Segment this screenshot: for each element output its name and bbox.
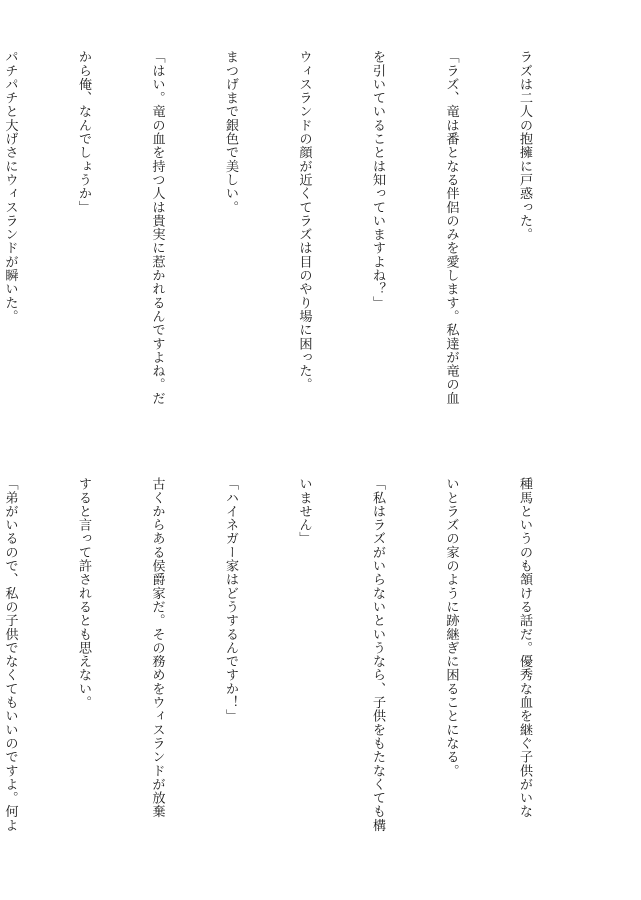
text-line: から俺、なんでしょうか」 (76, 50, 91, 214)
lower-text-block (0, 477, 585, 869)
text-line: 種馬というのも頷ける話だ。優秀な血を継ぐ子供がいな (517, 477, 532, 819)
text-line: ラズは二人の抱擁に戸惑った。 (517, 50, 532, 242)
text-line: パチパチと大げさにウィスランドが瞬いた。 (2, 50, 18, 323)
text-line: を引いていることは知っていますよね？」 (370, 50, 385, 310)
text-line: いとラズの家のように跡継ぎに困ることになる。 (443, 477, 459, 778)
text-line: 「ハイネガー家はどうするんですか！」 (223, 477, 238, 723)
text-line: ウィスランドの顔が近くてラズは目のやり場に困った。 (296, 50, 312, 392)
text-line: 「はい。竜の血を持つ人は貴実に惹かれるんですよね。だ (149, 50, 165, 405)
text-line: すると言って許されるとも思えない。 (76, 477, 91, 710)
text-line: 「ラズ、竜は番となる伴侶のみを愛します。私達が竜の血 (443, 50, 459, 405)
upper-text-block (0, 50, 585, 438)
text-line: 古くからある侯爵家だ。その務めをウィスランドが放棄 (149, 477, 165, 819)
text-line: 「私はラズがいらないというなら、子供をもたなくても構 (370, 477, 385, 832)
text-line: まつげまで銀色で美しい。 (223, 50, 238, 214)
text-line: 「弟がいるので、私の子供でなくてもいいのですよ。何よ (2, 477, 18, 832)
text-line: いません」 (296, 477, 312, 546)
